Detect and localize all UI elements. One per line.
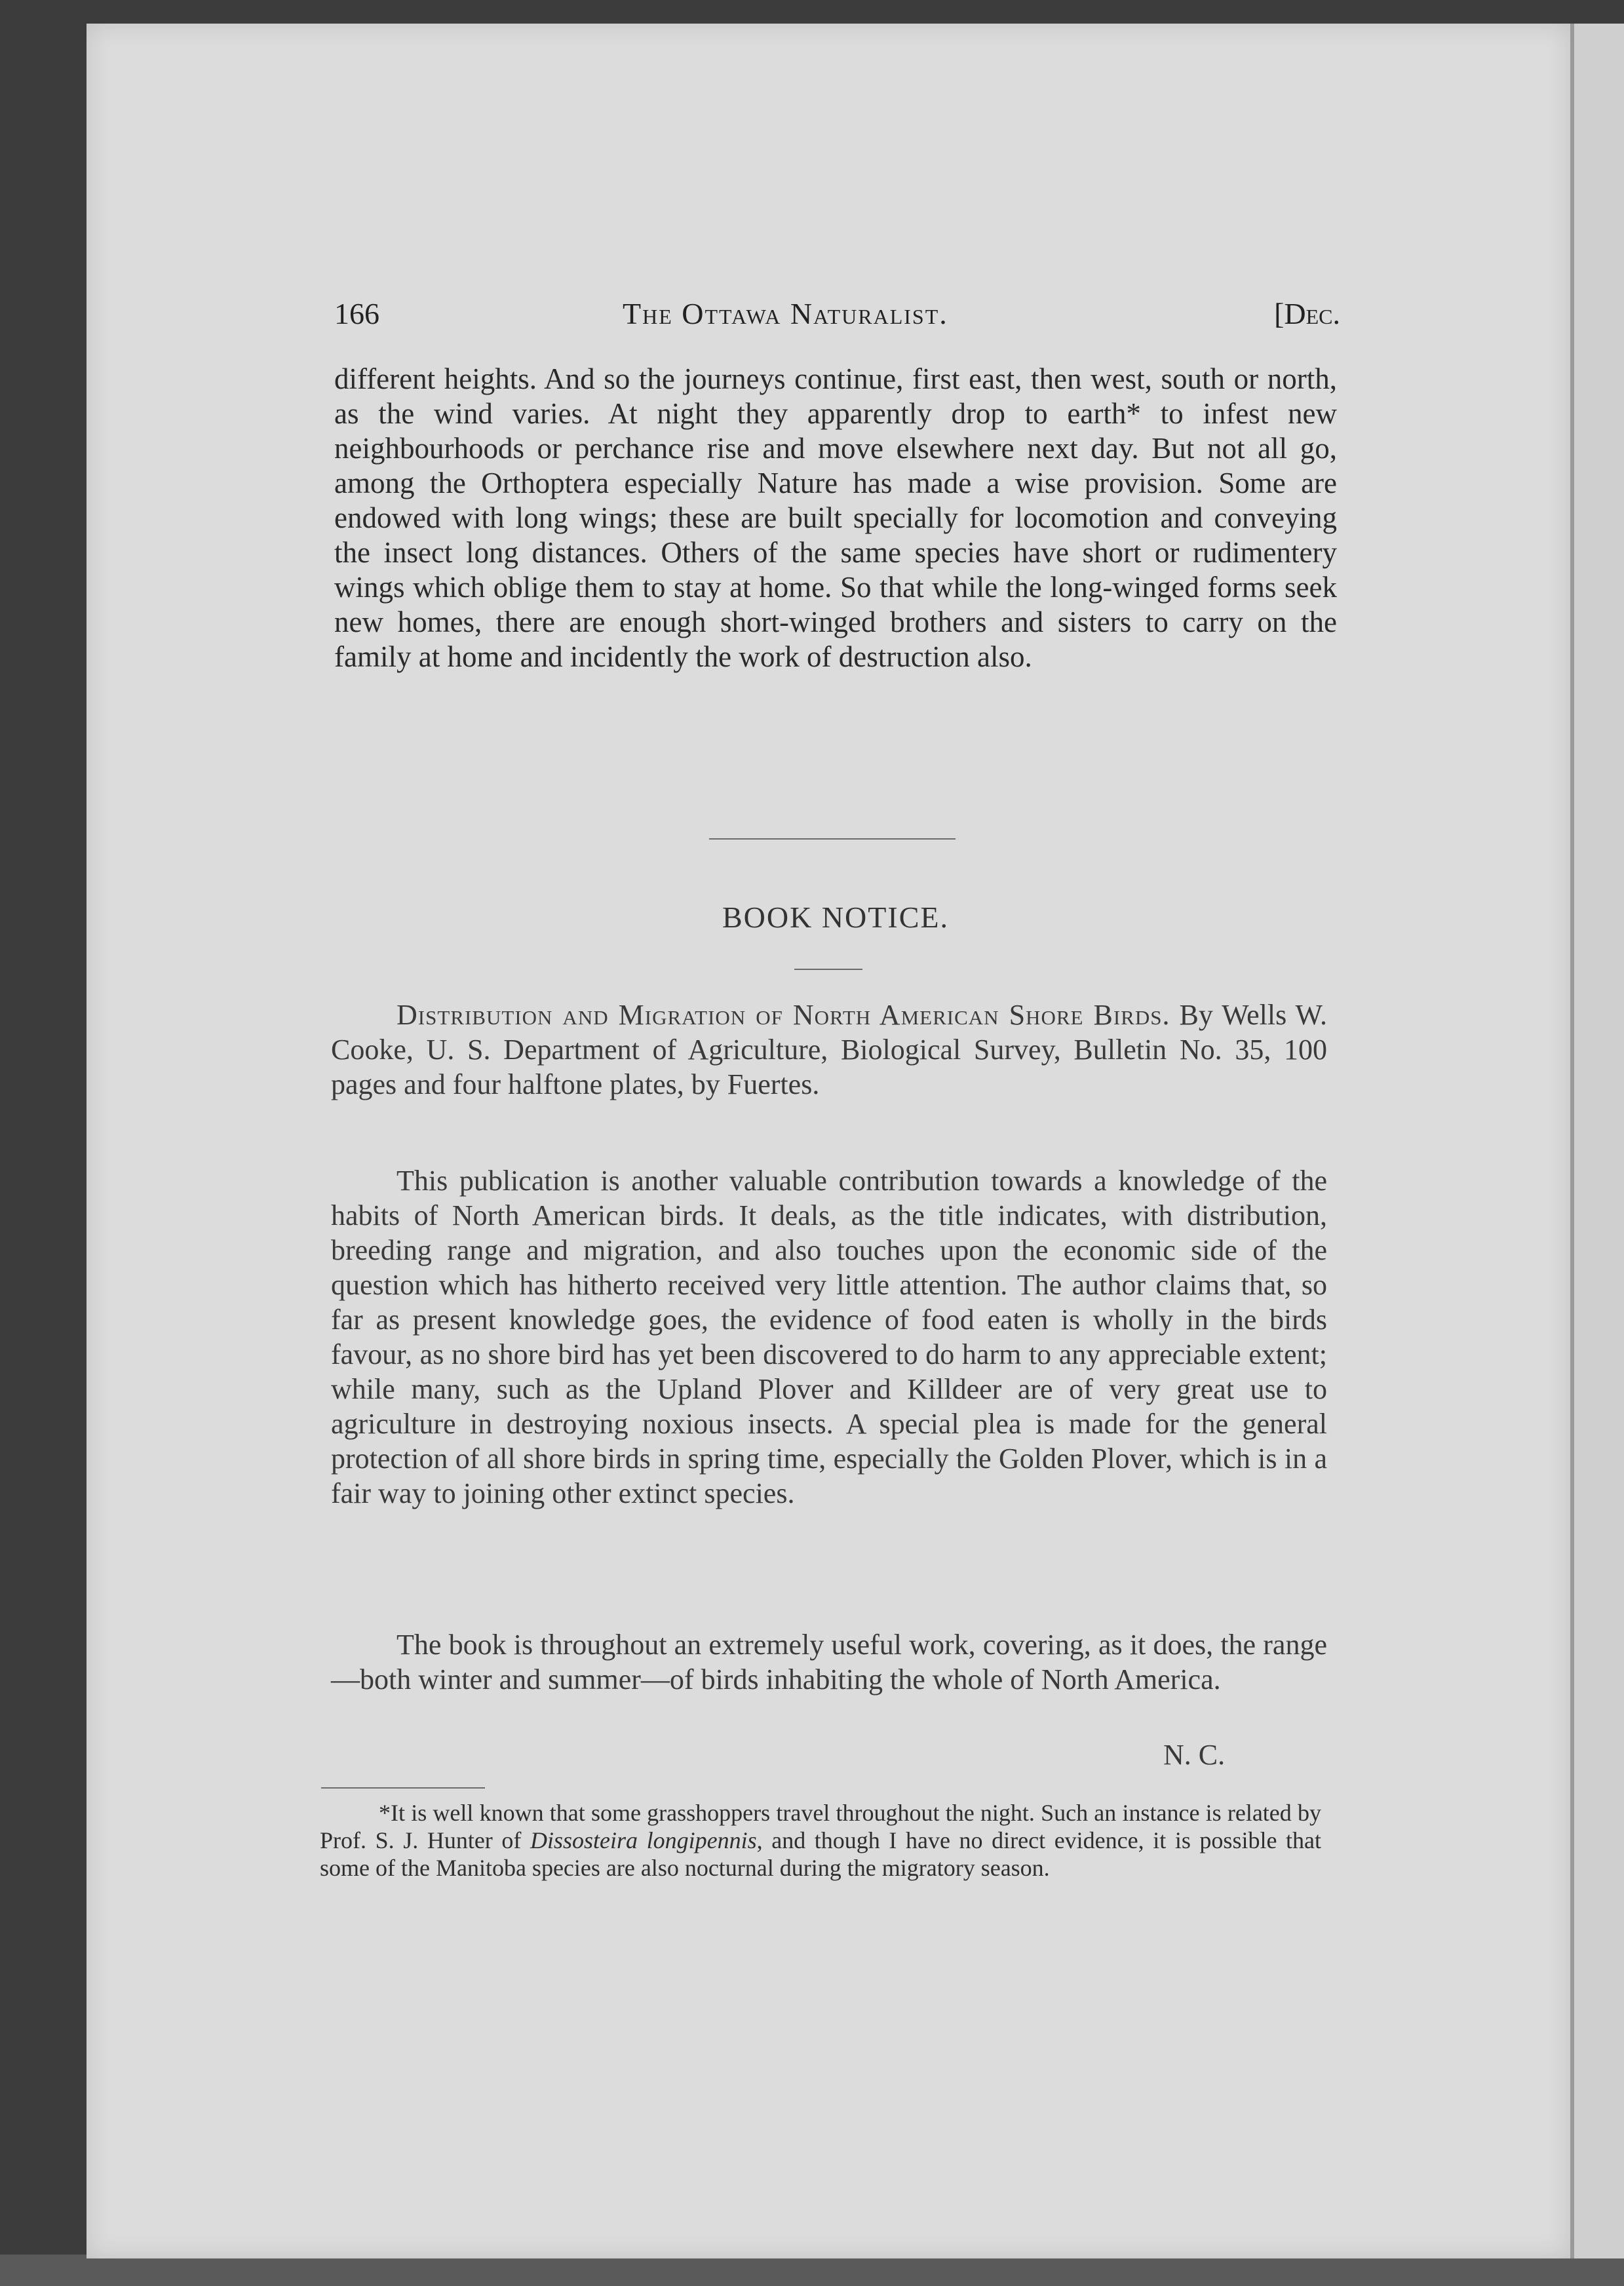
book-notice-heading: BOOK NOTICE. bbox=[722, 901, 949, 934]
issue-month: [Dec. bbox=[1274, 297, 1340, 330]
journal-title: The Ottawa Naturalist. bbox=[623, 297, 948, 330]
review-paragraph-2: The book is throughout an extremely useful work, covering, as it does, the range—both winter and summer—of birds inhabiting the whole of North America. bbox=[331, 1629, 1327, 1695]
footnote-rule bbox=[321, 1787, 485, 1789]
footnote-species-name: Dissosteira longipennis bbox=[530, 1827, 757, 1853]
footnote-text-start: *It is well known that some grasshoppers travel throughout the night. Such an instance is related by Prof. S. J. Hunter of bbox=[320, 1800, 1321, 1853]
citation-details: By Wells W. Cooke, U. S. Department of Agriculture, Biological Survey, Bulletin No. 35, 100 pages and four halftone plates, by Fuertes. bbox=[331, 999, 1328, 1100]
book-citation bbox=[331, 998, 1327, 1102]
continued-paragraph: different heights. And so the journeys continue, first east, then west, south or north, as the wind varies. At night they apparently drop to earth* to infest new neighbourhoods or perchance rise and move elsewhere next day. But not all go, among the Orthoptera especially Nature has made a wise provision. Some are endowed with long wings; these are built specially for locomotion and conveying the insect long distances. Others of the same species have short or rudimentery wings which oblige them to stay at home. So that while the long-winged forms seek new homes, there are enough short-winged brothers and sisters to carry on the family at home and incidently the work of destruction also. bbox=[334, 362, 1337, 673]
reviewer-initials: N. C. bbox=[1163, 1739, 1226, 1771]
facing-page-edge bbox=[1570, 24, 1624, 2258]
section-divider bbox=[709, 838, 956, 840]
page-sheet bbox=[87, 24, 1570, 2258]
footnote-text-end: , and though I have no direct evidence, it is possible that some of the Manitoba species are also nocturnal during the migratory season. bbox=[320, 1827, 1322, 1881]
review-paragraph-1: This publication is another valuable contribution towards a knowledge of the habits of North American birds. It deals, as the title indicates, with distribution, breeding range and migration, and also touches upon the economic side of the question which has hitherto received very little attention. The author claims that, so far as present knowledge goes, the evidence of food eaten is wholly in the birds favour, as no shore bird has yet been discovered to do harm to any appreciable extent; while many, such as the Upland Plover and Killdeer are of very great use to agriculture in destroying noxious insects. A special plea is made for the general protection of all shore birds in spring time, especially the Golden Plover, which is in a fair way to joining other extinct species. bbox=[331, 1165, 1327, 1509]
footnote bbox=[320, 1799, 1321, 1882]
scan-background-strip bbox=[0, 2255, 1624, 2286]
running-header bbox=[334, 296, 1340, 342]
citation-title: Distribution and Migration of North American Shore Birds. bbox=[396, 999, 1170, 1031]
heading-underline bbox=[794, 969, 862, 970]
page-number: 166 bbox=[334, 297, 379, 330]
